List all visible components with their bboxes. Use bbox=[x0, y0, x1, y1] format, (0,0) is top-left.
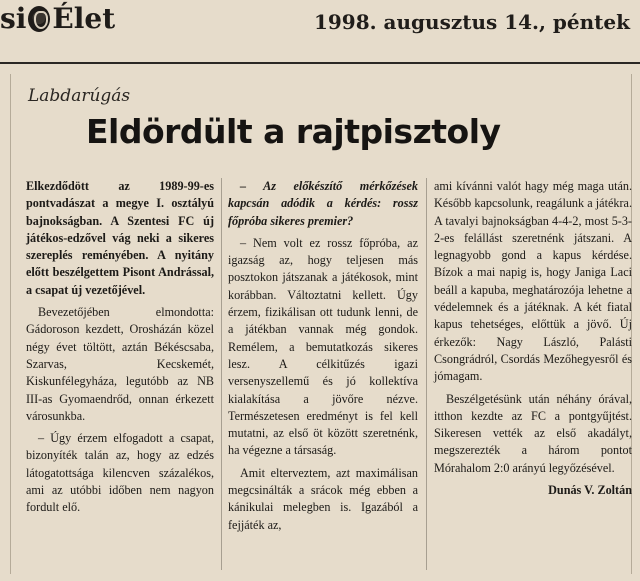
section-kicker: Labdarúgás bbox=[28, 86, 131, 106]
body-paragraph: ami kívánni valót hagy még maga után. Később kapcsolunk, reagálunk a játékra. A tavalyi bajnokságban 4-4-2, most 5-3-2-es felállást szeretnénk játszani. A legnagyobb gond a kapus kérdése. Bízok a mai napig is, hogy Janiga Laci beáll a kapuba, meghatározója lehetne a védelemnek és a játéknak. A két fiatal kapus tehetséges, előttük a jövő. Új érkezők: Nagy László, Palásti Csongrádról, Csordás Mezőhegyesről és jómagam. bbox=[434, 179, 632, 384]
body-paragraph: – Nem volt ez rossz főpróba, az igazság az, hogy teljesen más posztokon játszanak a játékosok, mint korábban. Változtatni kellett. Úgy érzem, fizikálisan ott tudunk lenni, de a játékban vannak még gondok. Remélem, a bemutatkozás sikeres lesz. A célkitűzés igazi versenyszellemű és jó kollektíva kialakítása a jövőre nézve. Természetesen eredményt is fel kell mutatni, az első öt között szeretnénk, ha végezne a társaság. bbox=[228, 235, 418, 458]
body-paragraph: Beszélgetésünk után néhány órával, itthon kezdte az FC a pontgyűjtést. Sikeresen vették az első akadályt, megszerezték a három pontot Mórahalom 2:0 arányú legyőzésével. bbox=[434, 391, 632, 475]
body-paragraph: Bevezetőjében elmondotta: Gádoroson kezdett, Orosházán közel négy évet töltött, aztán Békéscsaba, Szarvas, Kecskemét, Kiskunfélegyháza, legutóbb az NB III-as Gyomaendrőd, onnan érkezett városunkba. bbox=[26, 305, 214, 423]
logo-text-right: Élet bbox=[52, 2, 116, 35]
interview-question: – Az előkészítő mérkőzések kapcsán adódik a kérdés: rossz főpróba sikeres premier? bbox=[228, 179, 418, 228]
lead-paragraph: Elkezdődött az 1989-99-es pontvadászat a megye I. osztályú bajnokságban. A Szentesi FC új játékos-edzővel vág neki a sikeres szereplés reményében. A nyitány előtt beszélgettem Pisont Andrással, a csapat új vezetőjével. bbox=[26, 179, 214, 297]
logo-text-left: si bbox=[0, 2, 27, 35]
author-signature: Dunás V. Zoltán bbox=[548, 483, 632, 498]
column-divider bbox=[426, 178, 427, 570]
article-headline: Eldördült a rajtpisztoly bbox=[86, 112, 501, 151]
coat-of-arms-icon bbox=[28, 6, 50, 32]
body-paragraph: – Úgy érzem elfogadott a csapat, bizonyíték talán az, hogy az edzés látogatottsága kilencven százalékos, ami az utóbbi időben nem nagyon fordult elő. bbox=[26, 431, 214, 515]
issue-date: 1998. augusztus 14., péntek bbox=[313, 10, 630, 34]
article-body bbox=[26, 178, 632, 574]
body-paragraph: Amit elterveztem, azt maximálisan megcsinálták a srácok még ebben a kánikulai melegben is. Igazából a fejjáték az, bbox=[228, 465, 418, 532]
column-2 bbox=[228, 178, 418, 539]
column-1 bbox=[26, 178, 214, 522]
column-divider bbox=[221, 178, 222, 570]
column-3 bbox=[434, 178, 632, 504]
newspaper-logo bbox=[0, 2, 115, 35]
masthead bbox=[0, 0, 640, 64]
